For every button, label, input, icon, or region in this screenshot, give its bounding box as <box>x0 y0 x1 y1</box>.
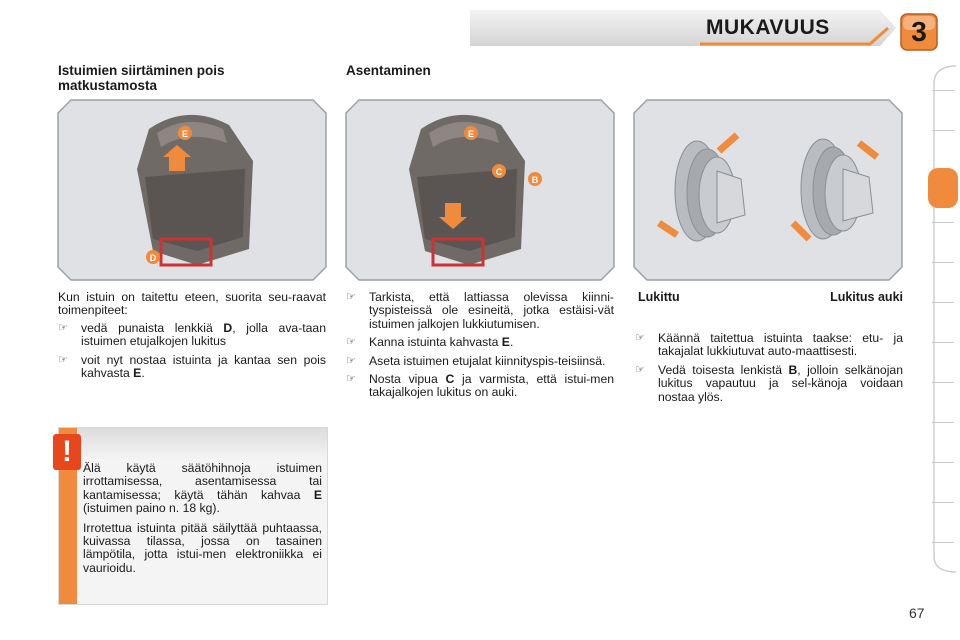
side-tab-8[interactable] <box>932 382 954 383</box>
hand-pointer-icon: ☞ <box>346 354 356 367</box>
side-tab-strip <box>926 64 960 574</box>
hand-pointer-icon: ☞ <box>346 336 356 349</box>
intro-paragraph: Kun istuin on taitettu eteen, suorita seu-raavat toimenpiteet: <box>58 290 326 318</box>
label-c: C <box>495 167 503 177</box>
warning-text <box>83 462 322 581</box>
list-item: ☞ Kanna istuinta kahvasta E. <box>346 335 514 350</box>
chapter-number: 3 <box>911 16 927 47</box>
hand-pointer-icon: ☞ <box>346 291 356 303</box>
side-tab-7[interactable] <box>932 342 954 343</box>
side-tab-1[interactable] <box>932 90 954 91</box>
list-item: ☞ Vedä toisesta lenkistä B, jolloin selkänojan lukitus vapautuu ja sel-känoja voidaan nostaa ylös. <box>635 362 903 404</box>
seat-tilt-lock-illustration <box>633 99 903 281</box>
list-item: ☞ Tarkista, että lattiassa olevissa kiinni-tyspisteissä ole esineitä, jotka estäisi-vät istuimen jalkojen lukkiutumisen. <box>346 290 614 331</box>
hand-pointer-icon: ☞ <box>346 373 356 386</box>
list-item: ☞ Nosta vipua C ja varmista, että istui-men takajalkojen lukitus on auki. <box>346 372 614 400</box>
list-item: ☞ voit nyt nostaa istuinta ja kantaa sen pois kahvasta E. <box>58 352 326 381</box>
side-tab-6[interactable] <box>932 302 954 303</box>
side-tab-4[interactable] <box>932 222 954 223</box>
installation-steps-list <box>346 291 614 405</box>
caption-locked: Lukittu <box>638 290 680 304</box>
list-item: ☞ vedä punaista lenkkiä D, jolla ava-taan istuimen etujalkojen lukitus <box>58 321 326 349</box>
chapter-title: MUKAVUUS <box>706 16 830 39</box>
caption-unlocked: Lukitus auki <box>830 290 903 304</box>
label-d: D <box>149 253 157 263</box>
hand-pointer-icon: ☞ <box>635 332 645 344</box>
heading-installing: Asentaminen <box>346 63 431 78</box>
side-tab-2[interactable] <box>932 130 954 131</box>
warning-box <box>58 427 328 605</box>
side-tab-9[interactable] <box>932 422 954 423</box>
side-tab-12[interactable] <box>932 542 954 543</box>
warning-paragraph-1: Älä käytä säätöhihnoja istuimen irrottamisessa, asentamisessa tai kantamisessa; käytä tähän kahvaa E (istuimen paino n. 18 kg). <box>83 461 322 516</box>
hand-pointer-icon: ☞ <box>58 322 68 334</box>
label-b: B <box>531 175 539 185</box>
side-tab-5[interactable] <box>932 262 954 263</box>
list-item: ☞ Aseta istuimen etujalat kiinnityspis-teisiinsä. <box>346 353 606 368</box>
side-tab-11[interactable] <box>932 502 954 503</box>
hand-pointer-icon: ☞ <box>635 363 645 376</box>
label-e: E <box>467 129 475 139</box>
exclamation-warning-icon: ! <box>53 434 81 470</box>
seat-removal-illustration <box>57 99 327 281</box>
list-item: ☞ Käännä taitettua istuinta taakse: etu- ja takajalat lukkiutuvat auto-maattisesti. <box>635 331 903 359</box>
heading-removing-seats: Istuimien siirtäminen pois matkustamosta <box>58 63 225 93</box>
hand-pointer-icon: ☞ <box>58 353 68 366</box>
label-e: E <box>181 129 189 139</box>
removal-steps-list <box>58 322 326 386</box>
tilt-steps-list <box>635 332 903 409</box>
side-tab-10[interactable] <box>932 462 954 463</box>
seat-installation-illustration <box>345 99 615 281</box>
page-number: 67 <box>909 605 925 621</box>
warning-paragraph-2: Irrotettua istuinta pitää säilyttää puhtaassa, kuivassa tilassa, jossa on tasainen lämpötila, jotta istui-men elektroniikka ei vaurioidu. <box>83 520 322 575</box>
